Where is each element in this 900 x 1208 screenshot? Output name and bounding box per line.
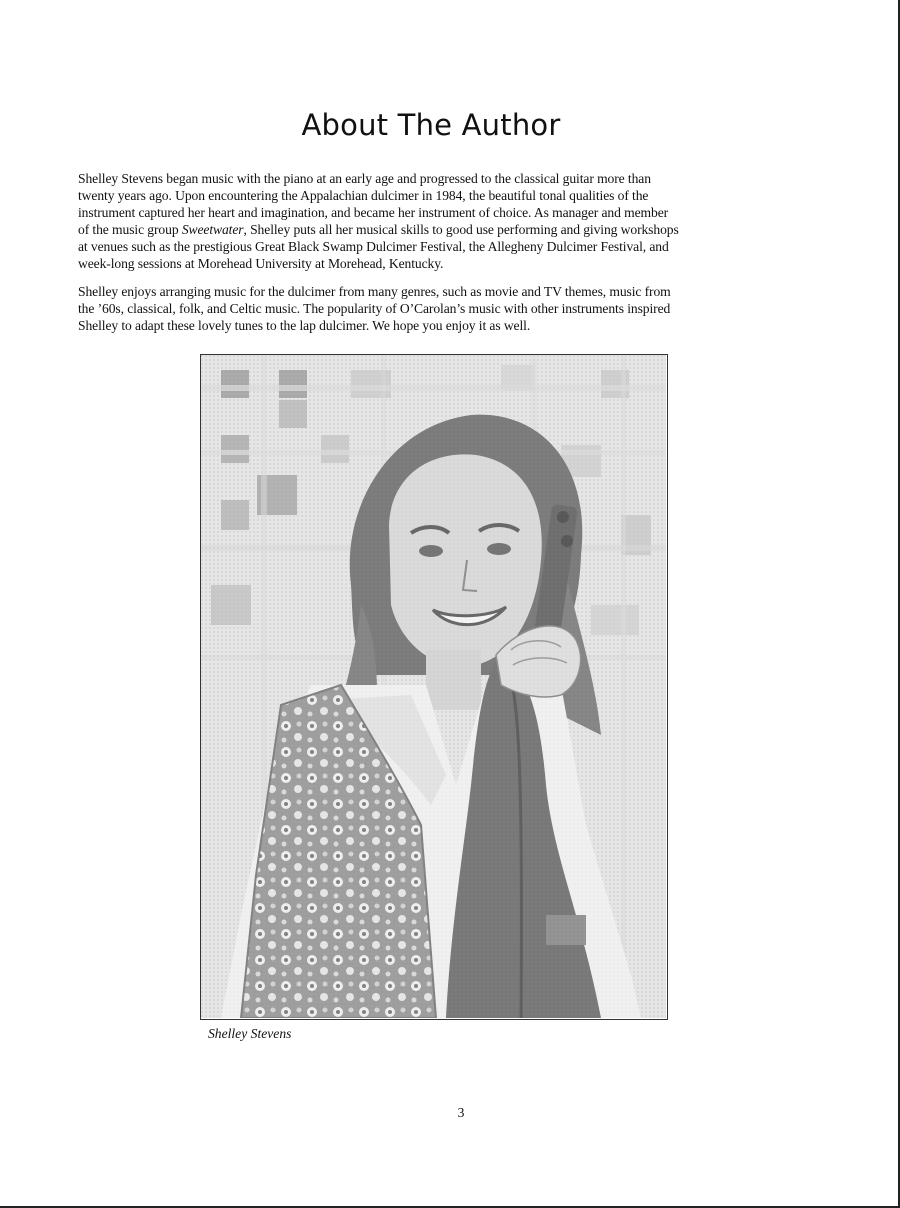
text-line: the ’60s, classical, folk, and Celtic music. The popularity of O’Carolan’s music with other instruments inspired (78, 300, 671, 316)
photo-caption: Shelley Stevens (208, 1026, 292, 1041)
bio-paragraph-2 (78, 283, 790, 334)
author-portrait-illustration (201, 355, 666, 1018)
text-line: at venues such as the prestigious Great Black Swamp Dulcimer Festival, the Allegheny Dulcimer Festival, and (78, 239, 669, 255)
text-line (78, 221, 790, 238)
text-line: instrument captured her heart and imagination, and became her instrument of choice. As manager and member (78, 205, 669, 221)
group-name: Sweetwater (181, 222, 244, 238)
text-line: Shelley to adapt these lovely tunes to the lap dulcimer. We hope you enjoy it as well. (78, 317, 531, 333)
text-line: Shelley enjoys arranging music for the dulcimer from many genres, such as movie and TV themes, music from (78, 283, 671, 299)
author-bio (78, 170, 790, 334)
page-number: 3 (457, 1105, 465, 1120)
text-line: week-long sessions at Morehead University at Morehead, Kentucky. (78, 256, 444, 272)
text-line: Shelley Stevens began music with the piano at an early age and progressed to the classical guitar more than (78, 171, 651, 186)
author-photo (200, 354, 668, 1020)
text-line: twenty years ago. Upon encountering the Appalachian dulcimer in 1984, the beautiful tonal qualities of the (78, 188, 649, 204)
text-segment: of the music group (78, 222, 182, 238)
text-segment: , Shelley puts all her musical skills to good use performing and giving workshops (243, 222, 679, 238)
bio-paragraph-1 (78, 170, 790, 273)
page-title: About The Author (301, 108, 561, 142)
